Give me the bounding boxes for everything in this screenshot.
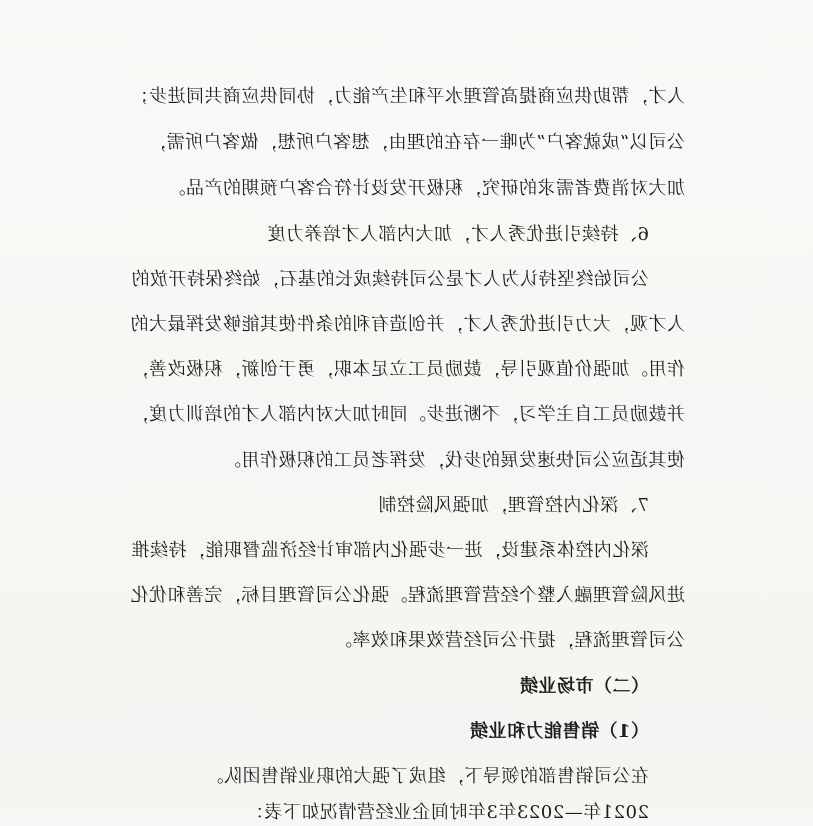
text-line-8: 并鼓励员工自主学习，不断进步。同时加大对内部人才的培训力度， bbox=[130, 404, 685, 425]
text-line-3: 加大对消费者需求的研究，积极开发设计符合客户预期的产品。 bbox=[167, 178, 685, 199]
section-heading-market-performance: （二）市场业绩 bbox=[519, 676, 649, 697]
text-line-4: 6、持续引进优秀人才，加大内部人才培养力度 bbox=[267, 224, 649, 245]
text-line-13: 公司管理流程，提升公司经营效果和效率。 bbox=[333, 630, 685, 651]
text-line-11: 深化内控体系建设，进一步强化内部审计经济监督职能，持续推 bbox=[131, 540, 649, 561]
text-line-2: 公司以“成就客户”为唯一存在的理由，想客户所想，做客户所需， bbox=[147, 132, 685, 153]
text-line-7: 作用。加强价值观引导，鼓励员工立足本职，勇于创新，积极改善， bbox=[130, 359, 685, 380]
text-line-12: 进风险管理融入整个经营管理流程。强化公司管理目标，完善和优化 bbox=[130, 585, 685, 606]
text-line-1: 人才，帮助供应商提高管理水平和生产能力，协同供应商共同进步； bbox=[130, 86, 685, 107]
subsection-heading-sales-capability: （1）销售能力和业绩 bbox=[469, 721, 649, 742]
text-line-6: 人才观，大力引进优秀人才，并创造有利的条件使其能够发挥最大的 bbox=[130, 314, 685, 335]
text-line-16: 在公司销售部的领导下，组成了强大的职业销售团队。 bbox=[205, 766, 649, 787]
text-line-9: 使其适应公司快速发展的步伐，发挥老员工的积极作用。 bbox=[222, 450, 685, 471]
text-line-5: 公司始终坚持认为人才是公司持续成长的基石，始终保持开放的 bbox=[131, 269, 649, 290]
text-line-17: 2021年—2023年3年时间企业经营情况如下表： bbox=[245, 802, 649, 823]
text-line-10: 7、深化内控管理，加强风险控制 bbox=[378, 495, 649, 516]
